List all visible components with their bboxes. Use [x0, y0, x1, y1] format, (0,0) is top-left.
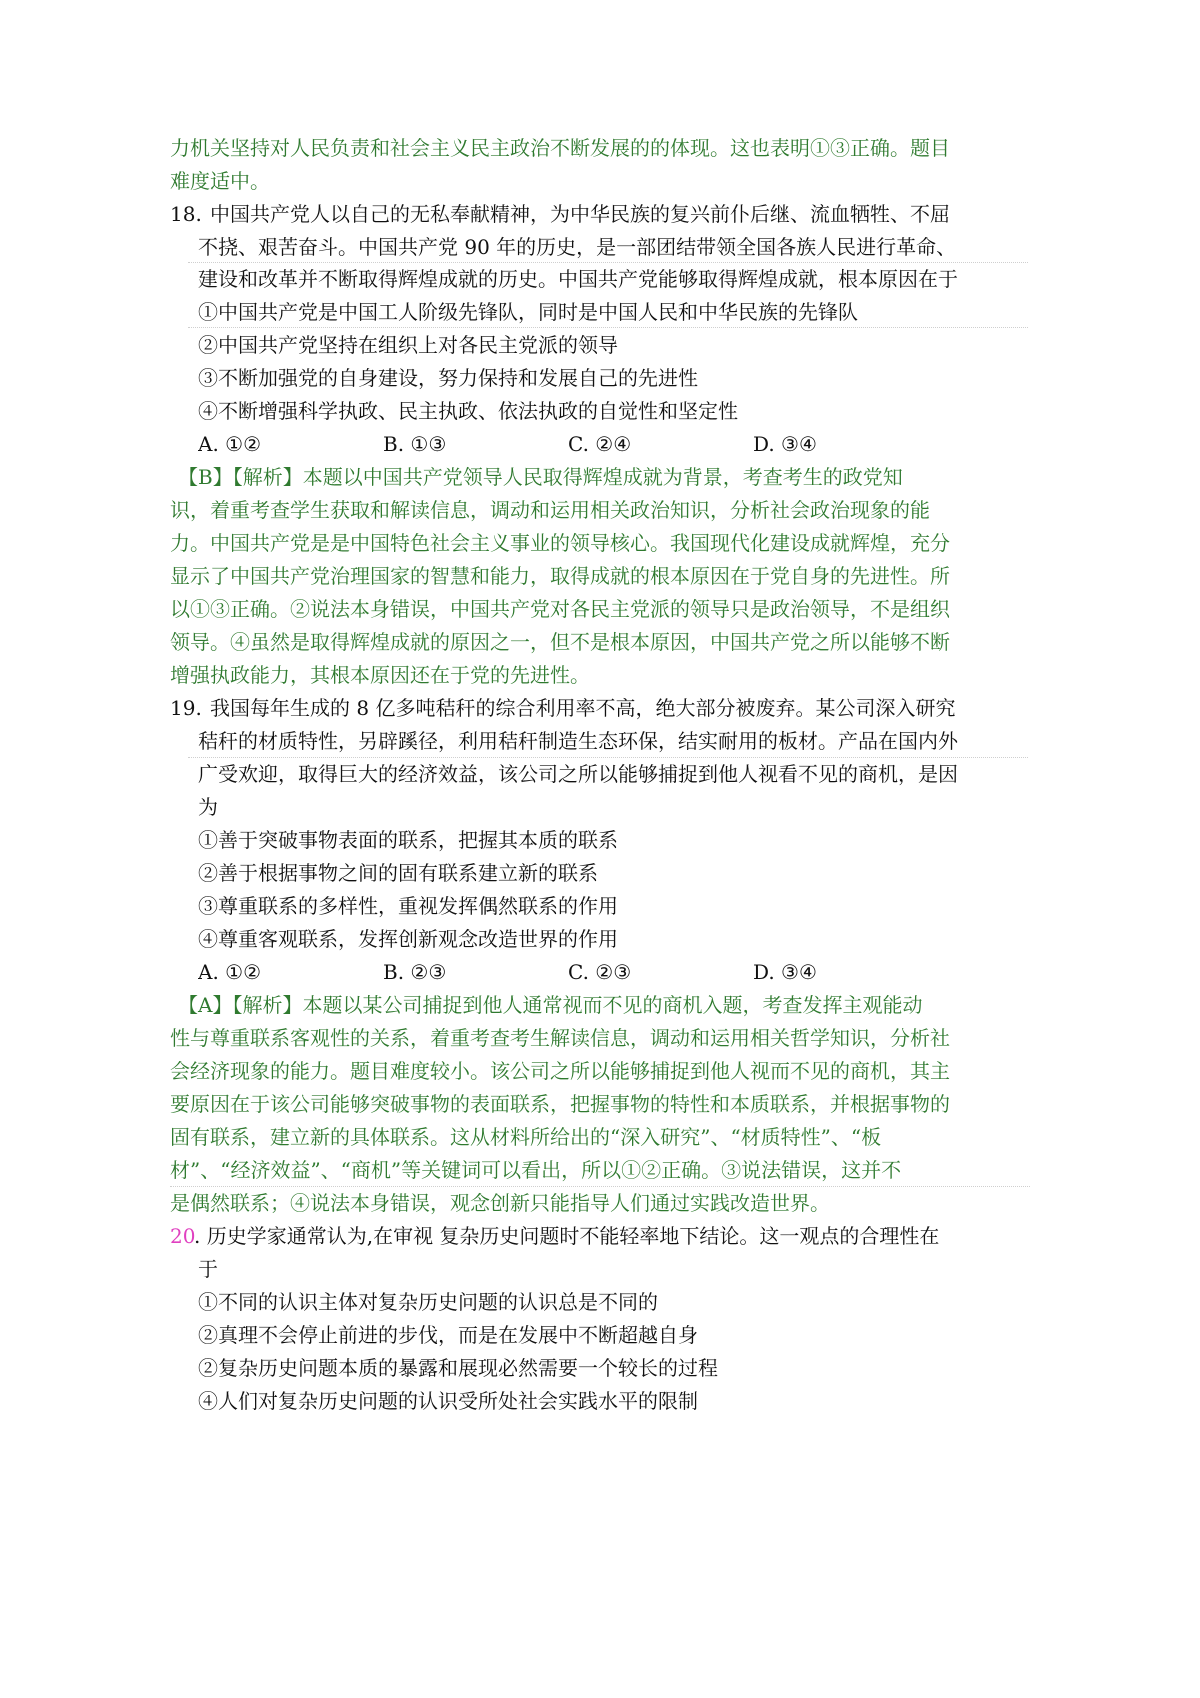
q19-analysis-line: 材”、“经济效益”、“商机”等关键词可以看出，所以①②正确。③说法错误，这并不 [170, 1158, 902, 1182]
q20-stem-line: 于 [198, 1257, 218, 1281]
q19-stem-line: 为 [198, 795, 218, 819]
q18-stem-line: 建设和改革并不断取得辉煌成就的历史。中国共产党能够取得辉煌成就，根本原因在于 [198, 267, 958, 291]
q17-analysis-line: 难度适中。 [170, 169, 270, 193]
q19-option-d: D. ③④ [753, 960, 817, 984]
q18-option-d: D. ③④ [753, 432, 817, 456]
q19-statement: ②善于根据事物之间的固有联系建立新的联系 [198, 861, 598, 885]
q20-statement: ①不同的认识主体对复杂历史问题的认识总是不同的 [198, 1290, 658, 1314]
q19-analysis-line: 性与尊重联系客观性的关系，着重考查考生解读信息，调动和运用相关哲学知识，分析社 [170, 1026, 950, 1050]
q19-option-a: A. ①② [198, 960, 262, 984]
q20-statement: ②复杂历史问题本质的暴露和展现必然需要一个较长的过程 [198, 1356, 718, 1380]
q19-analysis-line: 会经济现象的能力。题目难度较小。该公司之所以能够捕捉到他人视而不见的商机，其主 [170, 1059, 950, 1083]
q18-analysis-line: 领导。④虽然是取得辉煌成就的原因之一，但不是根本原因，中国共产党之所以能够不断 [170, 630, 950, 654]
q20-statement: ②真理不会停止前进的步伐，而是在发展中不断超越自身 [198, 1323, 698, 1347]
q18-statement: ①中国共产党是中国工人阶级先锋队，同时是中国人民和中华民族的先锋队 [198, 300, 858, 324]
q18-analysis-line: 【B】【解析】本题以中国共产党领导人民取得辉煌成就为背景，考查考生的政党知 [178, 465, 903, 489]
q18-statement: ②中国共产党坚持在组织上对各民主党派的领导 [198, 333, 618, 357]
q18-analysis-line: 显示了中国共产党治理国家的智慧和能力，取得成就的根本原因在于党自身的先进性。所 [170, 564, 950, 588]
q18-option-a: A. ①② [198, 432, 262, 456]
question-number: 18. [170, 202, 202, 226]
question-number: 19. [170, 696, 202, 720]
q19-stem-line: 我国每年生成的 8 亿多吨秸秆的综合利用率不高，绝大部分被废弃。某公司深入研究 [210, 696, 956, 720]
q18-analysis-line: 以①③正确。②说法本身错误，中国共产党对各民主党派的领导只是政治领导，不是组织 [170, 597, 950, 621]
q18-analysis-line: 识，着重考查学生获取和解读信息，调动和运用相关政治知识，分析社会政治现象的能 [170, 498, 930, 522]
q19-stem-line: 秸秆的材质特性，另辟蹊径，利用秸秆制造生态环保，结实耐用的板材。产品在国内外 [198, 729, 958, 753]
q19-statement: ③尊重联系的多样性，重视发挥偶然联系的作用 [198, 894, 618, 918]
q19-analysis-line: 固有联系，建立新的具体联系。这从材料所给出的“深入研究”、“材质特性”、“板 [170, 1125, 882, 1149]
q19-analysis-line: 是偶然联系；④说法本身错误，观念创新只能指导人们通过实践改造世界。 [170, 1191, 830, 1215]
q20-statement: ④人们对复杂历史问题的认识受所处社会实践水平的限制 [198, 1389, 698, 1413]
q18-stem-line: 中国共产党人以自己的无私奉献精神，为中华民族的复兴前仆后继、流血牺牲、不屈 [210, 202, 950, 226]
q17-analysis-line: 力机关坚持对人民负责和社会主义民主政治不断发展的的体现。这也表明①③正确。题目 [170, 136, 950, 160]
q18-analysis-line: 力。中国共产党是是中国特色社会主义事业的领导核心。我国现代化建设成就辉煌，充分 [170, 531, 950, 555]
q18-option-c: C. ②④ [568, 432, 632, 456]
q19-statement: ④尊重客观联系，发挥创新观念改造世界的作用 [198, 927, 618, 951]
q18-analysis-line: 增强执政能力，其根本原因还在于党的先进性。 [170, 663, 590, 687]
q19-stem-line: 广受欢迎，取得巨大的经济效益，该公司之所以能够捕捉到他人视看不见的商机，是因 [198, 762, 958, 786]
q18-option-b: B. ①③ [383, 432, 447, 456]
q19-option-b: B. ②③ [383, 960, 447, 984]
q19-analysis-line: 【A】【解析】本题以某公司捕捉到他人通常视而不见的商机入题，考查发挥主观能动 [178, 993, 923, 1017]
q20-stem-line: . 历史学家通常认为,在审视 复杂历史问题时不能轻率地下结论。这一观点的合理性在 [194, 1224, 940, 1248]
q18-statement: ③不断加强党的自身建设，努力保持和发展自己的先进性 [198, 366, 698, 390]
q18-stem-line: 不挠、艰苦奋斗。中国共产党 90 年的历史，是一部团结带领全国各族人民进行革命、 [198, 235, 957, 259]
q19-analysis-line: 要原因在于该公司能够突破事物的表面联系，把握事物的特性和本质联系，并根据事物的 [170, 1092, 950, 1116]
question-number: 20 [170, 1224, 196, 1248]
q19-option-c: C. ②③ [568, 960, 632, 984]
q18-statement: ④不断增强科学执政、民主执政、依法执政的自觉性和坚定性 [198, 399, 738, 423]
q19-statement: ①善于突破事物表面的联系，把握其本质的联系 [198, 828, 618, 852]
